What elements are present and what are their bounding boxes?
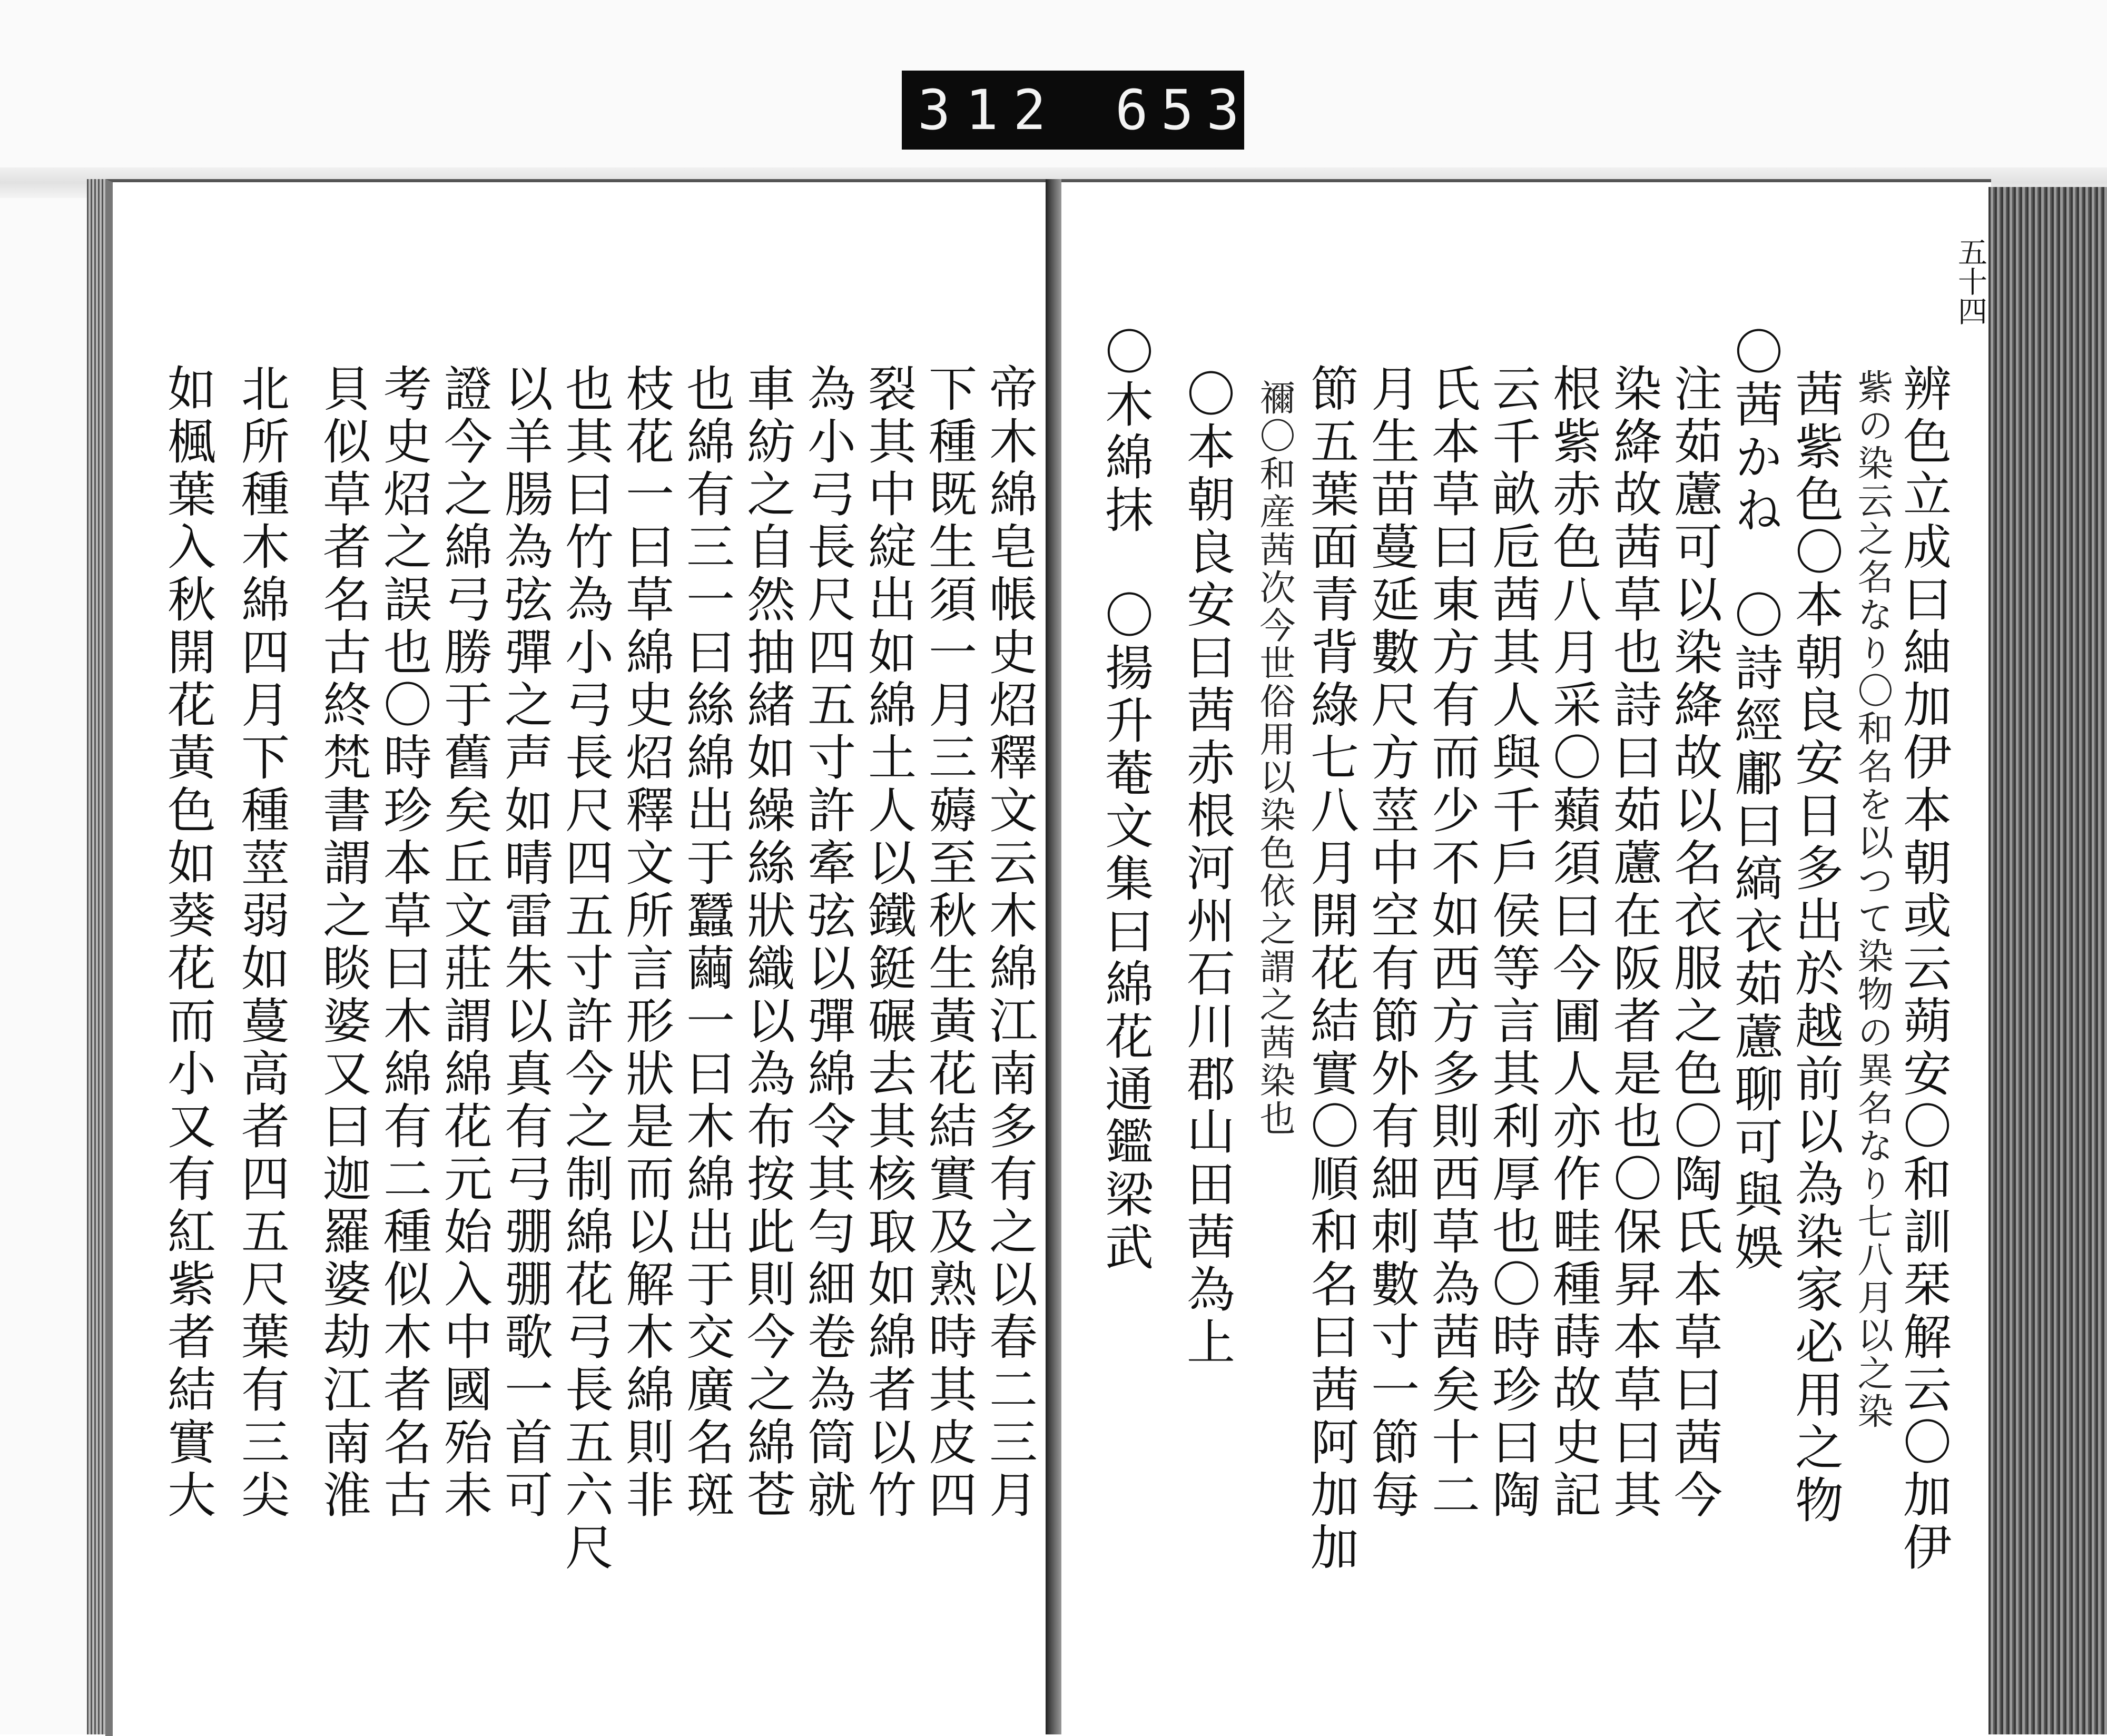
right-col-9: 氏本草曰東方有而少不如西方多則西草為茜矣十二 [1424, 363, 1480, 1522]
left-col-3: 裂其中綻出如綿土人以鐵鋌碾去其核取如綿者以竹 [860, 363, 917, 1522]
left-col-12: 貝似草者名古終梵書謂之睒婆又曰迦羅婆劫江南淮 [315, 363, 371, 1522]
left-col-8: 也其曰竹為小弓長尺四五寸許今之制綿花弓長五六尺 [557, 363, 614, 1575]
left-col-4: 為小弓長尺四五寸許牽弦以彈綿令其勻細卷為筒就 [800, 363, 856, 1522]
left-col-2: 下種既生須一月三薅至秋生黃花結實及熟時其皮四 [921, 363, 977, 1522]
left-col-1: 帝木綿皂帳史炤釋文云木綿江南多有之以春二三月 [981, 363, 1038, 1522]
book-edge-right [1988, 187, 2107, 1734]
right-col-8: 云千畝卮茜其人與千戶侯等言其利厚也〇時珍曰陶 [1484, 363, 1541, 1522]
left-col-10: 證今之綿弓勝于舊矣丘文莊謂綿花元始入中國殆未 [436, 363, 493, 1522]
right-col-6: 染絳故茜草也詩曰茹藘在阪者是也〇保昇本草曰其 [1606, 363, 1662, 1522]
frame-number-left: 312 [918, 78, 1061, 142]
left-col-11: 考史炤之誤也〇時珍本草曰木綿有二種似木者名古 [376, 363, 432, 1522]
right-col-10: 月生苗蔓延數尺方莖中空有節外有細刺數寸一節每 [1363, 363, 1420, 1522]
folio-number: 五十四 [1953, 237, 1987, 326]
left-col-5: 車紡之自然抽緒如繰絲狀織以為布按此則今之綿苍 [739, 363, 795, 1522]
right-col-5: 注茹藘可以染絳故以名衣服之色〇陶氏本草曰茜今 [1666, 363, 1722, 1522]
right-col-12: 禰〇和産茜次今世俗用以染色依之謂之茜染也 [1254, 379, 1295, 1138]
left-col-9: 以羊腸為弦彈之声如晴雷朱以真有弓弸弸歌一首可 [497, 363, 553, 1522]
left-col-7: 枝花一曰草綿史炤釋文所言形狀是而以解木綿則非 [618, 363, 674, 1522]
right-col-11: 節五葉面青背綠七八月開花結實〇順和名曰茜阿加加 [1303, 363, 1359, 1575]
right-col-14: 〇木綿抹 〇揚升菴文集曰綿花通鑑梁武 [1097, 327, 1154, 1275]
book-gutter [1046, 179, 1061, 1734]
right-col-2: 紫の染云之名なり〇和名を以つて染物の異名なり七八月以之染 [1852, 369, 1893, 1431]
right-col-4: 〇茜かね 〇詩經鄘曰縞衣茹藘聊可與娛 [1727, 327, 1783, 1275]
right-col-7: 根紫赤色八月采〇蘱須曰今圃人亦作畦種蒔故史記 [1545, 363, 1601, 1522]
right-col-13: 〇本朝良安曰茜赤根河州石川郡山田茜為上 [1179, 369, 1235, 1369]
left-col-14: 如楓葉入秋開花黃色如葵花而小又有紅紫者結實大 [160, 363, 216, 1522]
left-col-13: 北所種木綿四月下種莖弱如蔓高者四五尺葉有三尖 [233, 363, 290, 1522]
microfilm-frame-label [902, 71, 1252, 150]
right-col-1: 辨色立成曰紬加伊本朝或云蒴安〇和訓栞解云〇加伊 [1895, 363, 1952, 1575]
right-col-3: 茜紫色〇本朝良安日多出於越前以為染家必用之物 [1787, 369, 1844, 1527]
frame-number-right: 653 [1115, 78, 1252, 142]
left-col-6: 也綿有三一曰絲綿出于蠶繭一曰木綿出于交廣名斑 [678, 363, 735, 1522]
